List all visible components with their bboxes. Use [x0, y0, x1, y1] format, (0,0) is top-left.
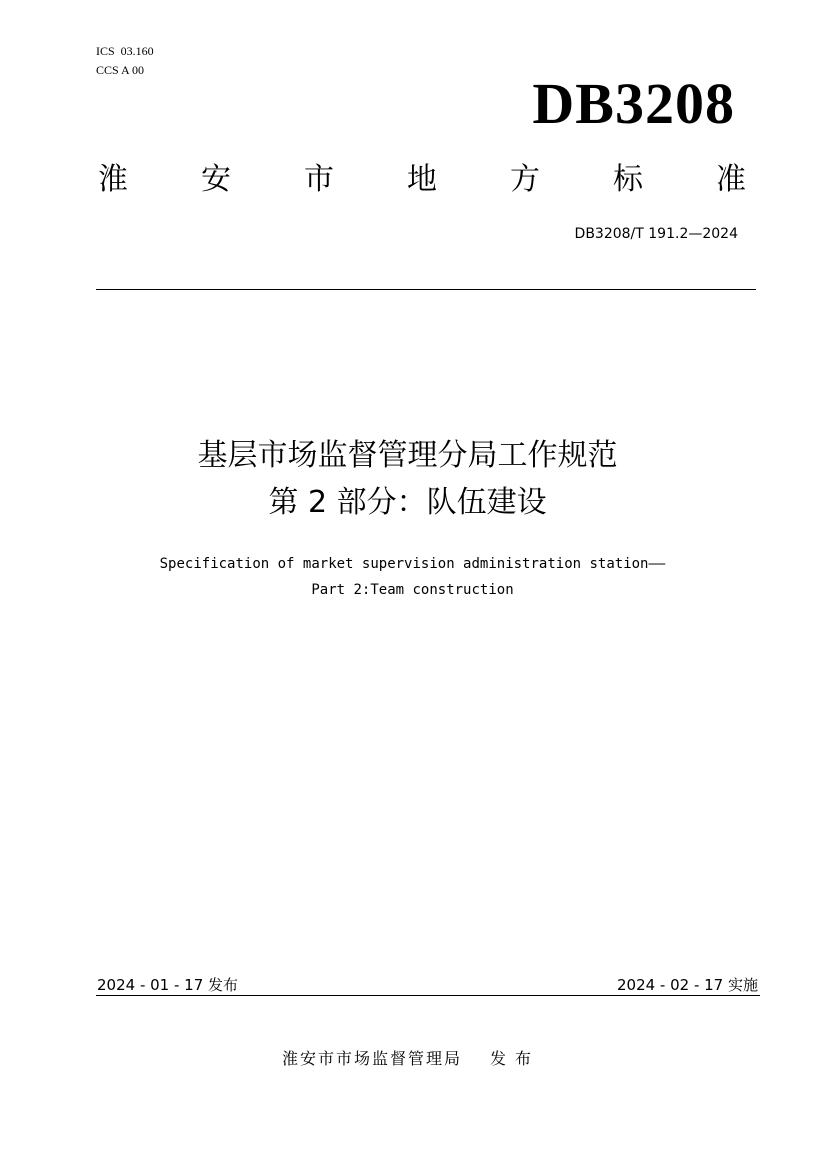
standard-type-char: 市	[304, 162, 334, 197]
header-divider	[96, 289, 756, 290]
document-title: 基层市场监督管理分局工作规范	[197, 438, 618, 473]
footer-divider	[96, 995, 760, 996]
issuer-name: 淮安市市场监督管理局	[281, 1049, 462, 1068]
standard-type-char: 淮	[98, 162, 128, 197]
ccs-code: CCS A 00	[96, 63, 145, 77]
english-title-line1: Specification of market supervision administration station——	[159, 556, 666, 572]
standard-logo: DB3208	[532, 71, 735, 136]
issuer-line	[0, 1047, 815, 1071]
document-subtitle: 第 2 部分：队伍建设	[268, 485, 547, 520]
standard-type-heading	[98, 158, 746, 202]
ics-code: ICS 03.160	[96, 44, 154, 58]
classification-codes	[96, 42, 154, 80]
standard-code: DB3208/T 191.2—2024	[574, 226, 738, 242]
standard-type-char: 方	[510, 162, 540, 197]
standard-type-char: 准	[716, 162, 746, 197]
standard-type-char: 标	[613, 162, 643, 197]
standard-type-char: 安	[201, 162, 231, 197]
implement-date: 2024 - 02 - 17 实施	[616, 976, 758, 994]
standard-type-char: 地	[407, 162, 437, 197]
english-title-line2: Part 2:Team construction	[311, 582, 514, 598]
issuer-action: 发 布	[489, 1049, 534, 1068]
publish-date: 2024 - 01 - 17 发布	[97, 976, 239, 994]
